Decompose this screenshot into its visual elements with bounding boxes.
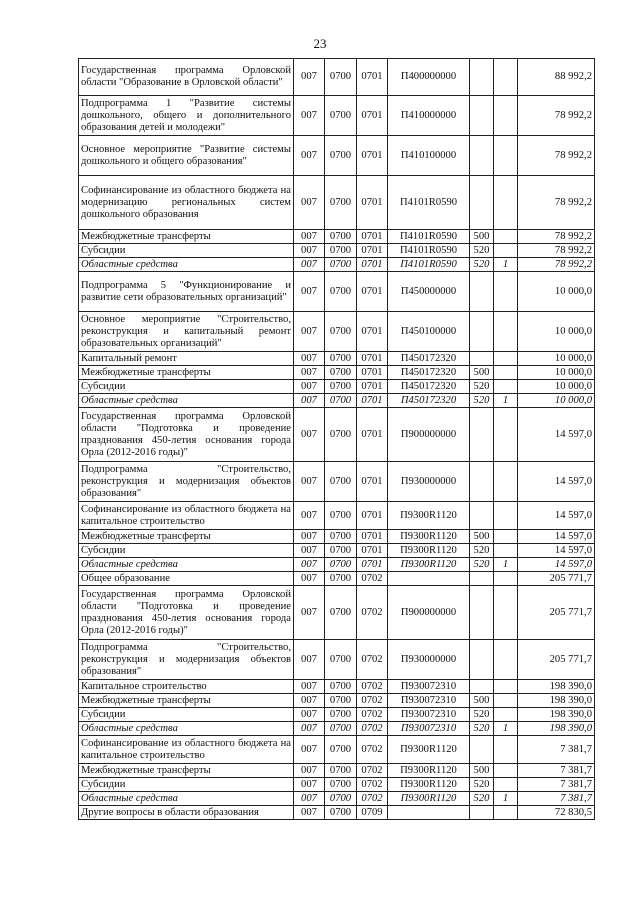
cell-source [494, 366, 518, 380]
cell-subsection-code: 0701 [357, 136, 388, 176]
cell-subsection-code: 0702 [357, 764, 388, 778]
cell-expense-type [470, 736, 494, 764]
cell-section-code: 0700 [325, 408, 357, 462]
cell-amount: 14 597,0 [518, 462, 595, 502]
cell-subsection-code: 0702 [357, 792, 388, 806]
cell-subsection-code: 0701 [357, 394, 388, 408]
cell-amount: 10 000,0 [518, 394, 595, 408]
budget-table [78, 58, 595, 820]
table-row [79, 380, 595, 394]
cell-admin-code: 007 [294, 258, 325, 272]
cell-admin-code: 007 [294, 176, 325, 230]
table-row [79, 366, 595, 380]
cell-expense-type [470, 572, 494, 586]
cell-target-code: П930072310 [388, 722, 470, 736]
cell-subsection-code: 0701 [357, 96, 388, 136]
cell-name: Межбюджетные трансферты [79, 230, 294, 244]
cell-amount: 198 390,0 [518, 722, 595, 736]
cell-subsection-code: 0701 [357, 272, 388, 312]
table-row [79, 59, 595, 96]
cell-subsection-code: 0702 [357, 778, 388, 792]
table-row [79, 764, 595, 778]
cell-name: Государственная программа Орловской области "Образование в Орловской области" [79, 59, 294, 96]
cell-source [494, 708, 518, 722]
cell-source [494, 544, 518, 558]
cell-source [494, 462, 518, 502]
cell-subsection-code: 0701 [357, 502, 388, 530]
cell-source [494, 736, 518, 764]
cell-expense-type [470, 59, 494, 96]
cell-source [494, 680, 518, 694]
cell-section-code: 0700 [325, 352, 357, 366]
cell-target-code: П450172320 [388, 380, 470, 394]
table-row [79, 586, 595, 640]
cell-name: Основное мероприятие "Развитие системы дошкольного и общего образования" [79, 136, 294, 176]
cell-subsection-code: 0701 [357, 462, 388, 502]
cell-source [494, 244, 518, 258]
cell-section-code: 0700 [325, 530, 357, 544]
table-row [79, 408, 595, 462]
cell-subsection-code: 0701 [357, 380, 388, 394]
cell-admin-code: 007 [294, 558, 325, 572]
cell-name: Общее образование [79, 572, 294, 586]
table-row [79, 736, 595, 764]
cell-source [494, 764, 518, 778]
cell-target-code [388, 572, 470, 586]
cell-source [494, 312, 518, 352]
cell-amount: 78 992,2 [518, 258, 595, 272]
cell-subsection-code: 0702 [357, 694, 388, 708]
cell-amount: 88 992,2 [518, 59, 595, 96]
cell-name: Подпрограмма "Строительство, реконструкция и модернизация объектов образования" [79, 640, 294, 680]
cell-subsection-code: 0701 [357, 558, 388, 572]
cell-amount: 198 390,0 [518, 694, 595, 708]
cell-admin-code: 007 [294, 640, 325, 680]
cell-amount: 14 597,0 [518, 502, 595, 530]
cell-expense-type: 520 [470, 258, 494, 272]
cell-amount: 198 390,0 [518, 680, 595, 694]
cell-name: Подпрограмма 1 "Развитие системы дошкольного, общего и дополнительного образования детей и молодежи" [79, 96, 294, 136]
cell-admin-code: 007 [294, 502, 325, 530]
cell-name: Капитальный ремонт [79, 352, 294, 366]
cell-name: Государственная программа Орловской области "Подготовка и проведение празднования 450-летия основания города Орла (2012-2016 годы)" [79, 408, 294, 462]
cell-name: Основное мероприятие "Строительство, реконструкция и капитальный ремонт образовательных организаций" [79, 312, 294, 352]
cell-subsection-code: 0702 [357, 722, 388, 736]
table-row [79, 530, 595, 544]
cell-target-code: П450000000 [388, 272, 470, 312]
cell-target-code: П9300R1120 [388, 792, 470, 806]
cell-subsection-code: 0701 [357, 312, 388, 352]
cell-source [494, 176, 518, 230]
cell-expense-type [470, 272, 494, 312]
cell-amount: 205 771,7 [518, 572, 595, 586]
cell-admin-code: 007 [294, 462, 325, 502]
cell-expense-type [470, 136, 494, 176]
cell-admin-code: 007 [294, 680, 325, 694]
cell-expense-type [470, 312, 494, 352]
table-row [79, 312, 595, 352]
cell-name: Другие вопросы в области образования [79, 806, 294, 820]
cell-expense-type [470, 176, 494, 230]
cell-source [494, 586, 518, 640]
cell-name: Субсидии [79, 778, 294, 792]
cell-amount: 10 000,0 [518, 352, 595, 366]
cell-section-code: 0700 [325, 680, 357, 694]
cell-name: Субсидии [79, 244, 294, 258]
cell-section-code: 0700 [325, 640, 357, 680]
cell-amount: 78 992,2 [518, 244, 595, 258]
page-number: 23 [313, 36, 327, 51]
cell-subsection-code: 0701 [357, 530, 388, 544]
cell-subsection-code: 0701 [357, 244, 388, 258]
cell-target-code: П4101R0590 [388, 230, 470, 244]
cell-amount: 14 597,0 [518, 530, 595, 544]
cell-admin-code: 007 [294, 764, 325, 778]
cell-expense-type [470, 96, 494, 136]
cell-section-code: 0700 [325, 544, 357, 558]
cell-expense-type [470, 462, 494, 502]
cell-section-code: 0700 [325, 778, 357, 792]
cell-target-code: П450172320 [388, 394, 470, 408]
cell-expense-type: 520 [470, 778, 494, 792]
cell-target-code: П4101R0590 [388, 176, 470, 230]
cell-target-code: П9300R1120 [388, 558, 470, 572]
cell-expense-type: 520 [470, 544, 494, 558]
cell-admin-code: 007 [294, 586, 325, 640]
cell-target-code [388, 806, 470, 820]
cell-source [494, 136, 518, 176]
cell-target-code: П4101R0590 [388, 244, 470, 258]
cell-section-code: 0700 [325, 736, 357, 764]
cell-admin-code: 007 [294, 778, 325, 792]
cell-section-code: 0700 [325, 806, 357, 820]
cell-target-code: П9300R1120 [388, 502, 470, 530]
cell-subsection-code: 0702 [357, 680, 388, 694]
cell-expense-type: 520 [470, 792, 494, 806]
cell-expense-type: 520 [470, 394, 494, 408]
cell-subsection-code: 0701 [357, 352, 388, 366]
cell-admin-code: 007 [294, 366, 325, 380]
cell-admin-code: 007 [294, 244, 325, 258]
cell-amount: 14 597,0 [518, 408, 595, 462]
table-body [79, 59, 595, 820]
cell-target-code: П4101R0590 [388, 258, 470, 272]
cell-admin-code: 007 [294, 806, 325, 820]
cell-section-code: 0700 [325, 394, 357, 408]
table-row [79, 502, 595, 530]
cell-admin-code: 007 [294, 59, 325, 96]
cell-expense-type: 520 [470, 722, 494, 736]
cell-section-code: 0700 [325, 502, 357, 530]
cell-target-code: П900000000 [388, 586, 470, 640]
cell-section-code: 0700 [325, 136, 357, 176]
cell-expense-type: 500 [470, 764, 494, 778]
cell-amount: 205 771,7 [518, 586, 595, 640]
cell-subsection-code: 0701 [357, 230, 388, 244]
cell-amount: 78 992,2 [518, 136, 595, 176]
cell-expense-type: 500 [470, 530, 494, 544]
cell-amount: 10 000,0 [518, 380, 595, 394]
table-row [79, 640, 595, 680]
cell-expense-type: 500 [470, 366, 494, 380]
cell-name: Субсидии [79, 708, 294, 722]
cell-section-code: 0700 [325, 258, 357, 272]
cell-subsection-code: 0701 [357, 366, 388, 380]
cell-target-code: П9300R1120 [388, 530, 470, 544]
cell-target-code: П410100000 [388, 136, 470, 176]
cell-expense-type: 520 [470, 558, 494, 572]
cell-amount: 10 000,0 [518, 272, 595, 312]
cell-amount: 10 000,0 [518, 366, 595, 380]
cell-section-code: 0700 [325, 96, 357, 136]
cell-name: Межбюджетные трансферты [79, 530, 294, 544]
cell-admin-code: 007 [294, 96, 325, 136]
cell-name: Субсидии [79, 544, 294, 558]
cell-name: Софинансирование из областного бюджета на капитальное строительство [79, 736, 294, 764]
cell-expense-type: 520 [470, 380, 494, 394]
cell-admin-code: 007 [294, 380, 325, 394]
cell-source [494, 230, 518, 244]
cell-name: Областные средства [79, 792, 294, 806]
table-row [79, 708, 595, 722]
cell-amount: 78 992,2 [518, 96, 595, 136]
cell-target-code: П450172320 [388, 352, 470, 366]
cell-section-code: 0700 [325, 366, 357, 380]
cell-expense-type [470, 586, 494, 640]
cell-subsection-code: 0702 [357, 736, 388, 764]
cell-name: Подпрограмма 5 "Функционирование и развитие сети образовательных организаций" [79, 272, 294, 312]
table-row [79, 136, 595, 176]
cell-source [494, 272, 518, 312]
cell-source: 1 [494, 792, 518, 806]
cell-expense-type [470, 640, 494, 680]
cell-section-code: 0700 [325, 694, 357, 708]
cell-name: Капитальное строительство [79, 680, 294, 694]
cell-source [494, 59, 518, 96]
cell-name: Межбюджетные трансферты [79, 366, 294, 380]
cell-target-code: П450172320 [388, 366, 470, 380]
cell-target-code: П410000000 [388, 96, 470, 136]
table-row [79, 462, 595, 502]
cell-amount: 205 771,7 [518, 640, 595, 680]
cell-admin-code: 007 [294, 736, 325, 764]
table-row [79, 558, 595, 572]
cell-amount: 7 381,7 [518, 778, 595, 792]
cell-admin-code: 007 [294, 708, 325, 722]
cell-section-code: 0700 [325, 764, 357, 778]
cell-admin-code: 007 [294, 312, 325, 352]
cell-target-code: П450100000 [388, 312, 470, 352]
cell-expense-type: 500 [470, 694, 494, 708]
cell-name: Государственная программа Орловской области "Подготовка и проведение празднования 450-летия основания города Орла (2012-2016 годы)" [79, 586, 294, 640]
cell-admin-code: 007 [294, 694, 325, 708]
cell-section-code: 0700 [325, 558, 357, 572]
cell-admin-code: 007 [294, 408, 325, 462]
cell-admin-code: 007 [294, 530, 325, 544]
cell-amount: 7 381,7 [518, 764, 595, 778]
cell-target-code: П930000000 [388, 640, 470, 680]
cell-amount: 78 992,2 [518, 176, 595, 230]
cell-target-code: П9300R1120 [388, 544, 470, 558]
cell-expense-type: 520 [470, 244, 494, 258]
table-row [79, 176, 595, 230]
table-row [79, 572, 595, 586]
cell-source [494, 640, 518, 680]
cell-admin-code: 007 [294, 722, 325, 736]
cell-amount: 14 597,0 [518, 558, 595, 572]
cell-target-code: П930072310 [388, 680, 470, 694]
cell-subsection-code: 0701 [357, 59, 388, 96]
cell-subsection-code: 0702 [357, 708, 388, 722]
cell-target-code: П400000000 [388, 59, 470, 96]
cell-source [494, 806, 518, 820]
cell-subsection-code: 0702 [357, 586, 388, 640]
table-row [79, 272, 595, 312]
cell-section-code: 0700 [325, 230, 357, 244]
cell-admin-code: 007 [294, 544, 325, 558]
cell-subsection-code: 0702 [357, 640, 388, 680]
cell-source [494, 380, 518, 394]
cell-amount: 78 992,2 [518, 230, 595, 244]
cell-source [494, 96, 518, 136]
cell-target-code: П9300R1120 [388, 764, 470, 778]
table-row [79, 680, 595, 694]
cell-expense-type [470, 502, 494, 530]
cell-admin-code: 007 [294, 272, 325, 312]
cell-admin-code: 007 [294, 394, 325, 408]
table-row [79, 806, 595, 820]
cell-source: 1 [494, 558, 518, 572]
cell-subsection-code: 0702 [357, 572, 388, 586]
cell-amount: 72 830,5 [518, 806, 595, 820]
cell-expense-type [470, 680, 494, 694]
cell-admin-code: 007 [294, 572, 325, 586]
table-row [79, 792, 595, 806]
cell-section-code: 0700 [325, 176, 357, 230]
cell-target-code: П9300R1120 [388, 778, 470, 792]
cell-target-code: П900000000 [388, 408, 470, 462]
cell-amount: 198 390,0 [518, 708, 595, 722]
cell-target-code: П930072310 [388, 708, 470, 722]
cell-source [494, 694, 518, 708]
cell-name: Областные средства [79, 722, 294, 736]
cell-admin-code: 007 [294, 792, 325, 806]
cell-source [494, 502, 518, 530]
cell-section-code: 0700 [325, 380, 357, 394]
cell-source [494, 778, 518, 792]
table-row [79, 394, 595, 408]
cell-name: Областные средства [79, 394, 294, 408]
cell-section-code: 0700 [325, 244, 357, 258]
cell-section-code: 0700 [325, 708, 357, 722]
cell-target-code: П930000000 [388, 462, 470, 502]
cell-name: Областные средства [79, 258, 294, 272]
cell-section-code: 0700 [325, 59, 357, 96]
cell-section-code: 0700 [325, 722, 357, 736]
cell-section-code: 0700 [325, 586, 357, 640]
cell-amount: 10 000,0 [518, 312, 595, 352]
cell-section-code: 0700 [325, 462, 357, 502]
cell-target-code: П9300R1120 [388, 736, 470, 764]
cell-target-code: П930072310 [388, 694, 470, 708]
cell-amount: 7 381,7 [518, 792, 595, 806]
table-row [79, 544, 595, 558]
cell-admin-code: 007 [294, 352, 325, 366]
cell-source [494, 408, 518, 462]
table-row [79, 778, 595, 792]
cell-admin-code: 007 [294, 136, 325, 176]
table-row [79, 694, 595, 708]
cell-subsection-code: 0701 [357, 544, 388, 558]
cell-expense-type [470, 408, 494, 462]
cell-subsection-code: 0701 [357, 176, 388, 230]
table-row [79, 722, 595, 736]
cell-source [494, 530, 518, 544]
cell-amount: 7 381,7 [518, 736, 595, 764]
cell-section-code: 0700 [325, 792, 357, 806]
table-row [79, 352, 595, 366]
cell-name: Межбюджетные трансферты [79, 764, 294, 778]
cell-expense-type [470, 352, 494, 366]
cell-expense-type [470, 806, 494, 820]
cell-name: Субсидии [79, 380, 294, 394]
cell-admin-code: 007 [294, 230, 325, 244]
cell-source: 1 [494, 394, 518, 408]
cell-source [494, 572, 518, 586]
cell-name: Софинансирование из областного бюджета на капитальное строительство [79, 502, 294, 530]
cell-subsection-code: 0701 [357, 258, 388, 272]
cell-source [494, 352, 518, 366]
cell-expense-type: 500 [470, 230, 494, 244]
table-row [79, 258, 595, 272]
cell-subsection-code: 0709 [357, 806, 388, 820]
cell-name: Областные средства [79, 558, 294, 572]
cell-name: Подпрограмма "Строительство, реконструкция и модернизация объектов образования" [79, 462, 294, 502]
cell-section-code: 0700 [325, 312, 357, 352]
cell-source: 1 [494, 722, 518, 736]
cell-section-code: 0700 [325, 572, 357, 586]
table-row [79, 244, 595, 258]
cell-amount: 14 597,0 [518, 544, 595, 558]
cell-expense-type: 520 [470, 708, 494, 722]
cell-subsection-code: 0701 [357, 408, 388, 462]
cell-source: 1 [494, 258, 518, 272]
cell-section-code: 0700 [325, 272, 357, 312]
table-row [79, 230, 595, 244]
table-row [79, 96, 595, 136]
cell-name: Софинансирование из областного бюджета на модернизацию региональных систем дошкольного образования [79, 176, 294, 230]
cell-name: Межбюджетные трансферты [79, 694, 294, 708]
